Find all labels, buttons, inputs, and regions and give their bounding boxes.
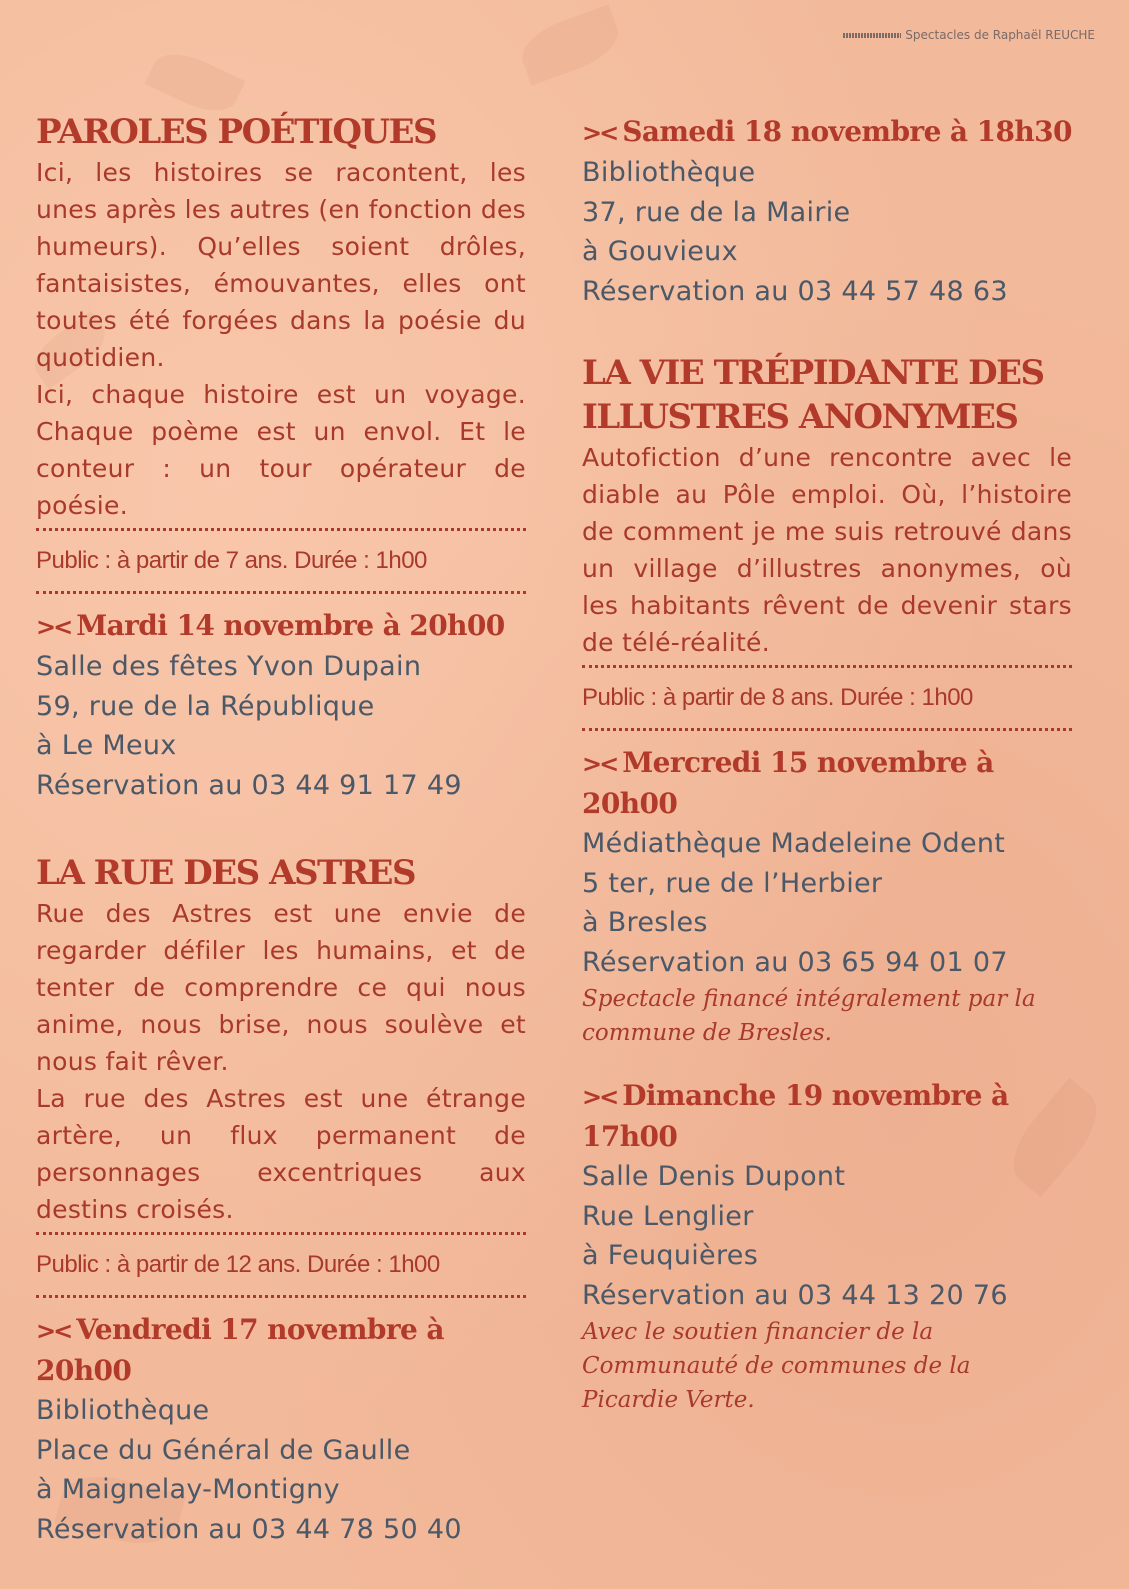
- event-reservation: Réservation au 03 44 13 20 76: [582, 1279, 1008, 1311]
- event-venue: Salle des fêtes Yvon Dupain: [36, 651, 422, 682]
- audience-info: Public : à partir de 8 ans. Durée : 1h00: [582, 665, 1072, 731]
- event-town: à Gouvieux: [582, 236, 738, 267]
- section-description-2: La rue des Astres est une étrange artère, un flux permanent de personnages excentriques aux destins croisés.: [36, 1084, 526, 1224]
- event-address: 37, rue de la Mairie: [582, 196, 851, 228]
- funding-note: Avec le soutien financier de la Communauté de communes de la Picardie Verte.: [582, 1319, 971, 1413]
- event-address: 59, rue de la République: [36, 690, 375, 722]
- event-reservation: Réservation au 03 44 78 50 40: [36, 1513, 462, 1545]
- section-description: Rue des Astres est une envie de regarder défiler les humains, et de tenter de comprendre ce qui nous anime, nous brise, nous soulève et nous fait rêver.: [36, 899, 526, 1076]
- event-date: >< Mercredi 15 novembre à 20h00: [582, 746, 994, 820]
- event-reservation: Réservation au 03 44 91 17 49: [36, 769, 462, 801]
- event-town: à Le Meux: [36, 730, 177, 761]
- section-title: LA RUE DES ASTRES: [36, 853, 416, 893]
- event-date: >< Mardi 14 novembre à 20h00: [36, 609, 505, 642]
- scissors-icon: ><: [582, 1083, 617, 1111]
- event-venue: Salle Denis Dupont: [582, 1161, 846, 1192]
- event-address: Rue Lenglier: [582, 1200, 754, 1232]
- right-column: [582, 112, 1072, 1417]
- scissors-icon: ><: [582, 750, 617, 778]
- event-town: à Bresles: [582, 907, 708, 938]
- event-address: 5 ter, rue de l’Herbier: [582, 867, 883, 899]
- background-leaf: [514, 4, 625, 85]
- section-paroles-poetiques: [36, 110, 526, 805]
- section-title: LA VIE TRÉPIDANTE DES ILLUSTRES ANONYMES: [582, 353, 1044, 437]
- event-reservation: Réservation au 03 44 57 48 63: [582, 275, 1008, 307]
- event-town: à Feuquières: [582, 1240, 759, 1271]
- header-rule: [843, 33, 901, 38]
- event-venue: Bibliothèque: [582, 157, 756, 188]
- event-date: >< Dimanche 19 novembre à 17h00: [582, 1079, 1009, 1153]
- event-venue: Bibliothèque: [36, 1395, 210, 1426]
- event-date: >< Vendredi 17 novembre à 20h00: [36, 1313, 444, 1387]
- scissors-icon: ><: [36, 1317, 71, 1345]
- audience-info: Public : à partir de 7 ans. Durée : 1h00: [36, 528, 526, 594]
- audience-info: Public : à partir de 12 ans. Durée : 1h00: [36, 1232, 526, 1298]
- event-town: à Maignelay-Montigny: [36, 1474, 340, 1505]
- section-vie-trepidante: [582, 351, 1072, 1417]
- event-reservation: Réservation au 03 65 94 01 07: [582, 946, 1008, 978]
- scissors-icon: ><: [582, 119, 617, 147]
- section-description: Autofiction d’une rencontre avec le diable au Pôle emploi. Où, l’histoire de comment je me suis retrouvé dans un village d’illustres anonymes, où les habitants rêvent de devenir stars de télé-réalité.: [582, 443, 1072, 657]
- section-description: Ici, les histoires se racontent, les unes après les autres (en fonction des humeurs). Qu’elles soient drôles, fantaisistes, émouvantes, elles ont toutes été forgées dans la poésie du quotidien.: [36, 158, 526, 372]
- event-address: Place du Général de Gaulle: [36, 1434, 411, 1466]
- funding-note: Spectacle financé intégralement par la commune de Bresles.: [582, 986, 1036, 1046]
- event-date: >< Samedi 18 novembre à 18h30: [582, 115, 1072, 148]
- section-rue-des-astres: [36, 851, 526, 1549]
- scissors-icon: ><: [36, 613, 71, 641]
- header-text: Spectacles de Raphaël REUCHE: [905, 28, 1095, 42]
- section-title: PAROLES POÉTIQUES: [36, 112, 437, 152]
- section-description-2: Ici, chaque histoire est un voyage. Chaque poème est un envol. Et le conteur : un tour opérateur de poésie.: [36, 380, 526, 520]
- page-header: [843, 28, 1095, 42]
- left-column: [36, 110, 526, 1549]
- event-venue: Médiathèque Madeleine Odent: [582, 828, 1006, 859]
